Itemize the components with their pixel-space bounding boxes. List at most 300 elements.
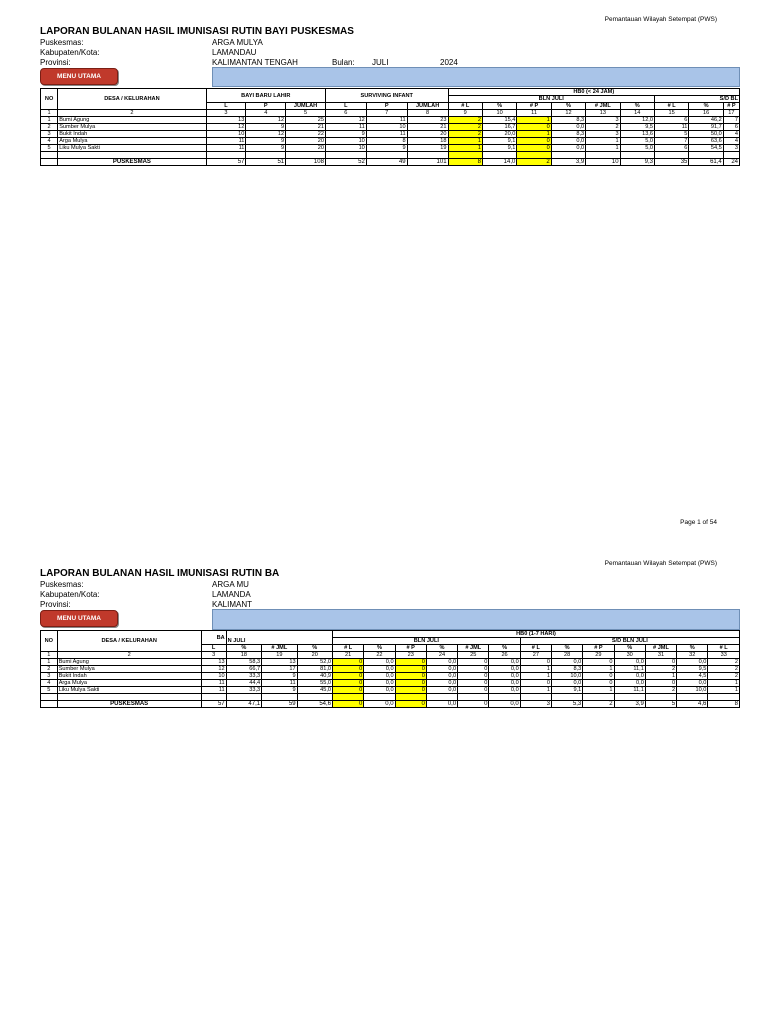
sub-pct: %	[620, 103, 654, 110]
column-number-row	[41, 652, 740, 659]
menu-utama-button[interactable]: MENU UTAMA	[40, 68, 118, 85]
sub-hp: # P	[723, 103, 739, 110]
table-cell: 0	[517, 145, 551, 152]
sub-jumlah: JUMLAH	[407, 103, 448, 110]
table-cell: 4	[723, 131, 739, 138]
table-cell: 1	[586, 138, 620, 145]
table-cell: 0	[395, 680, 426, 687]
provinsi-value: KALIMANT	[212, 600, 253, 609]
table-cell: 0,0	[426, 659, 457, 666]
table-cell: 0,0	[489, 666, 520, 673]
table-cell: 13	[262, 659, 297, 666]
table-cell: 9	[246, 145, 286, 152]
table-cell: 9	[262, 673, 297, 680]
header-blue-bar	[212, 609, 740, 630]
col-number: 13	[586, 110, 620, 117]
report-title: LAPORAN BULANAN HASIL IMUNISASI RUTIN BAYI PUSKESMAS	[40, 26, 354, 37]
table-cell: 7	[723, 117, 739, 124]
table-cell: 1	[583, 687, 614, 694]
table-cell: 2	[645, 666, 676, 673]
table-cell: 2	[586, 124, 620, 131]
table-cell: 0	[333, 701, 364, 708]
col-number: 14	[620, 110, 654, 117]
total-row	[41, 159, 740, 166]
kabupaten-label: Kabupaten/Kota:	[40, 590, 100, 599]
table-cell: 47,1	[226, 701, 261, 708]
table-cell: 11,1	[614, 687, 645, 694]
col-number: 23	[395, 652, 426, 659]
desa-cell: Bukit Indah	[57, 673, 201, 680]
table-cell: 2	[448, 124, 482, 131]
table-cell: 52	[325, 159, 366, 166]
col-bbl-header: BAYI BARU LAHIR	[206, 89, 325, 103]
table-cell: 40,9	[297, 673, 332, 680]
menu-utama-button[interactable]: MENU UTAMA	[40, 610, 118, 627]
kabupaten-value: LAMANDAU	[212, 48, 257, 57]
table-cell: 108	[286, 159, 326, 166]
table-cell: 18	[407, 138, 448, 145]
sub-pct: %	[482, 103, 516, 110]
table-cell: 0,0	[364, 659, 395, 666]
col-number: 26	[489, 652, 520, 659]
table-cell: 8	[366, 138, 407, 145]
table-cell: 19	[407, 145, 448, 152]
table-cell: 0	[395, 666, 426, 673]
no-cell: 1	[41, 117, 58, 124]
table-cell: 17	[262, 666, 297, 673]
no-cell: 3	[41, 673, 58, 680]
table-cell: 9	[325, 131, 366, 138]
table-cell: 1	[448, 145, 482, 152]
table-cell: 23	[407, 117, 448, 124]
sub-hl: # L	[333, 645, 364, 652]
col-number: 25	[458, 652, 489, 659]
provinsi-label: Provinsi:	[40, 600, 71, 609]
table-cell: 2	[708, 659, 740, 666]
table-cell: 0,0	[426, 680, 457, 687]
table-row	[41, 687, 740, 694]
table-body-1	[41, 117, 740, 152]
table-cell: 0	[517, 138, 551, 145]
table-cell: 11	[201, 687, 226, 694]
table-cell: 52,0	[297, 659, 332, 666]
sub-p: P	[366, 103, 407, 110]
table-cell: 9,5	[620, 124, 654, 131]
sub-pct: %	[551, 645, 582, 652]
table-cell: 10	[201, 673, 226, 680]
table-cell: 0,0	[489, 701, 520, 708]
tahun-value: 2024	[440, 58, 458, 67]
table-cell: 0	[458, 659, 489, 666]
table-cell: 33,3	[226, 673, 261, 680]
table-cell: 0	[458, 666, 489, 673]
table-cell: 1	[708, 687, 740, 694]
sub-pct: %	[551, 103, 585, 110]
spacer-row	[41, 694, 740, 701]
table-cell: 9,3	[620, 159, 654, 166]
table-cell: 0	[583, 673, 614, 680]
col-number: 22	[364, 652, 395, 659]
table-cell: 63,6	[689, 138, 723, 145]
table-cell: 8	[448, 159, 482, 166]
table-cell: 3	[520, 701, 551, 708]
col-no-header: NO	[41, 631, 58, 652]
table-cell: 6	[654, 145, 688, 152]
table-cell: 8,3	[551, 117, 585, 124]
immunization-table-2	[40, 630, 740, 708]
col-number: 27	[520, 652, 551, 659]
table-cell: 6	[654, 117, 688, 124]
table-cell: 1	[583, 666, 614, 673]
col-number: 24	[426, 652, 457, 659]
table-cell: 22	[286, 131, 326, 138]
col-number: 29	[583, 652, 614, 659]
col-number: 4	[246, 110, 286, 117]
table-cell: 46,2	[689, 117, 723, 124]
table-cell: 0,0	[614, 680, 645, 687]
col-number: 6	[325, 110, 366, 117]
desa-cell: Arga Mulya	[58, 138, 206, 145]
table-cell: 4,5	[677, 673, 708, 680]
table-cell: 0	[520, 659, 551, 666]
table-body-2	[41, 659, 740, 694]
table-cell: 54,6	[297, 701, 332, 708]
table-cell: 57	[201, 701, 226, 708]
table-row	[41, 673, 740, 680]
no-cell: 2	[41, 666, 58, 673]
table-cell: 13,6	[620, 131, 654, 138]
col-number: 30	[614, 652, 645, 659]
table-cell: 7	[654, 138, 688, 145]
table-cell: 0	[583, 680, 614, 687]
table-cell: 0,0	[551, 680, 582, 687]
col-number: 7	[366, 110, 407, 117]
desa-cell: Bumi Agung	[57, 659, 201, 666]
table-cell: 15,4	[482, 117, 516, 124]
table-cell: 11	[654, 124, 688, 131]
no-cell: 2	[41, 124, 58, 131]
sub-pct: %	[689, 103, 723, 110]
table-cell: 12,0	[620, 117, 654, 124]
table-cell: 50,0	[689, 131, 723, 138]
no-cell: 1	[41, 659, 58, 666]
desa-cell: Liku Mulya Sakti	[57, 687, 201, 694]
sub-p: P	[246, 103, 286, 110]
table-cell: 11	[366, 131, 407, 138]
table-cell: 20,0	[482, 131, 516, 138]
col-number: 10	[482, 110, 516, 117]
col-number: 2	[57, 652, 201, 659]
table-cell: 0,0	[364, 701, 395, 708]
table-cell: 59	[262, 701, 297, 708]
table-cell: 3,9	[614, 701, 645, 708]
table-cell: 0,0	[364, 680, 395, 687]
table-cell: 2	[645, 687, 676, 694]
table-cell: 0,0	[614, 659, 645, 666]
desa-cell: Liku Mulya Sakti	[58, 145, 206, 152]
table-row	[41, 131, 740, 138]
col-number: 3	[206, 110, 246, 117]
puskesmas-label: Puskesmas:	[40, 38, 84, 47]
table-cell: 20	[286, 145, 326, 152]
table-cell: 9	[262, 687, 297, 694]
sub-jml: # JML	[262, 645, 297, 652]
table-cell: 35	[654, 159, 688, 166]
col-number: 33	[708, 652, 740, 659]
pws-caption: Pemantauan Wilayah Setempat (PWS)	[604, 16, 717, 23]
sub-hl: # L	[520, 645, 551, 652]
table-cell: 11,1	[614, 666, 645, 673]
sub-hjml: # JML	[586, 103, 620, 110]
sub-hl: # L	[654, 103, 688, 110]
table-cell: 0,0	[489, 673, 520, 680]
table-row	[41, 138, 740, 145]
total-label: PUSKESMAS	[58, 159, 206, 166]
table-cell: 20	[407, 131, 448, 138]
table-cell: 5	[654, 131, 688, 138]
table-cell: 3,9	[551, 159, 585, 166]
total-label: PUSKESMAS	[57, 701, 201, 708]
table-cell: 1	[520, 687, 551, 694]
table-cell: 9,1	[551, 687, 582, 694]
puskesmas-value: ARGA MULYA	[212, 38, 263, 47]
table-cell: 1	[520, 673, 551, 680]
col-number: 19	[262, 652, 297, 659]
sub-hjml: # JML	[458, 645, 489, 652]
sub-hp: # P	[395, 645, 426, 652]
col-desa-header: DESA / KELURAHAN	[58, 89, 206, 110]
table-cell: 11	[366, 117, 407, 124]
col-number: 18	[226, 652, 261, 659]
table-cell: 1	[708, 680, 740, 687]
col-number: 1	[41, 652, 58, 659]
col-number: 15	[654, 110, 688, 117]
table-cell: 61,4	[689, 159, 723, 166]
table-cell: 11	[206, 145, 246, 152]
bln-juli-header: BLN JULI	[333, 638, 521, 645]
table-cell: 5,3	[551, 701, 582, 708]
table-cell: 11	[206, 138, 246, 145]
table-cell: 1	[520, 666, 551, 673]
page-number: Page 1 of 54	[680, 519, 717, 526]
table-cell: 33,3	[226, 687, 261, 694]
bulan-label: Bulan:	[332, 58, 355, 67]
table-cell: 57	[206, 159, 246, 166]
table-cell: 0	[458, 687, 489, 694]
table-cell: 13	[201, 659, 226, 666]
table-cell: 12	[246, 131, 286, 138]
table-cell: 0,0	[551, 145, 585, 152]
desa-cell: Bukit Indah	[58, 131, 206, 138]
table-cell: 10	[366, 124, 407, 131]
sub-pct: %	[489, 645, 520, 652]
table-cell: 10	[586, 159, 620, 166]
sub-pct: %	[297, 645, 332, 652]
table-cell: 3	[723, 145, 739, 152]
table-cell: 3	[586, 117, 620, 124]
table-cell: 10	[325, 145, 366, 152]
table-cell: 9,1	[482, 145, 516, 152]
table-cell: 12	[201, 666, 226, 673]
col-njuli-header: N JULI	[226, 631, 332, 645]
sub-pct: %	[614, 645, 645, 652]
sub-hp: # P	[517, 103, 551, 110]
sub-hl: # L	[708, 645, 740, 652]
no-cell: 4	[41, 138, 58, 145]
table-cell: 21	[286, 124, 326, 131]
table-cell: 49	[366, 159, 407, 166]
table-cell: 2	[708, 666, 740, 673]
table-cell: 0,0	[614, 673, 645, 680]
table-cell: 1	[448, 138, 482, 145]
table-cell: 10	[325, 138, 366, 145]
col-number: 20	[297, 652, 332, 659]
table-cell: 0	[395, 659, 426, 666]
table-cell: 0	[517, 124, 551, 131]
table-cell: 2	[583, 701, 614, 708]
table-cell: 0	[583, 659, 614, 666]
table-cell: 0	[333, 666, 364, 673]
bln-juli-header: BLN JULI	[448, 96, 654, 103]
table-cell: 9,5	[677, 666, 708, 673]
header-blue-bar	[212, 67, 740, 87]
col-number: 32	[677, 652, 708, 659]
table-cell: 0	[520, 680, 551, 687]
table-cell: 66,7	[226, 666, 261, 673]
sub-l: L	[206, 103, 246, 110]
table-cell: 16,7	[482, 124, 516, 131]
table-cell: 2	[448, 117, 482, 124]
table-cell: 0	[333, 659, 364, 666]
sub-pct: %	[226, 645, 261, 652]
table-cell: 0,0	[551, 138, 585, 145]
table-cell: 0	[395, 673, 426, 680]
no-cell: 5	[41, 687, 58, 694]
table-cell: 1	[645, 673, 676, 680]
table-cell: 25	[286, 117, 326, 124]
table-cell: 9	[246, 124, 286, 131]
table-cell: 2	[708, 673, 740, 680]
sub-pct: %	[426, 645, 457, 652]
sd-bln-header: S/D BLN JULI	[520, 638, 739, 645]
table-cell: 12	[206, 124, 246, 131]
table-cell: 0,0	[489, 680, 520, 687]
col-number: 2	[58, 110, 206, 117]
provinsi-value: KALIMANTAN TENGAH	[212, 58, 298, 67]
kabupaten-value: LAMANDA	[212, 590, 251, 599]
table-cell: 0,0	[677, 659, 708, 666]
table-cell: 0,0	[677, 680, 708, 687]
sub-hjml: # JML	[645, 645, 676, 652]
table-cell: 0	[645, 659, 676, 666]
table-cell: 0,0	[489, 687, 520, 694]
column-number-row	[41, 110, 740, 117]
table-row	[41, 145, 740, 152]
table-cell: 51	[246, 159, 286, 166]
table-cell: 0,0	[426, 666, 457, 673]
table-cell: 101	[407, 159, 448, 166]
table-cell: 9,1	[482, 138, 516, 145]
col-number: 16	[689, 110, 723, 117]
sub-jumlah: JUMLAH	[286, 103, 326, 110]
table-cell: 10	[206, 131, 246, 138]
table-cell: 4,6	[677, 701, 708, 708]
table-cell: 0	[333, 687, 364, 694]
table-cell: 13	[206, 117, 246, 124]
no-cell: 4	[41, 680, 58, 687]
table-cell: 1	[517, 131, 551, 138]
sub-hp: # P	[583, 645, 614, 652]
table-cell: 5,0	[620, 145, 654, 152]
table-cell: 0,0	[426, 687, 457, 694]
table-cell: 11	[201, 680, 226, 687]
col-number: 5	[286, 110, 326, 117]
table-cell: 5,0	[620, 138, 654, 145]
col-number: 3	[201, 652, 226, 659]
table-cell: 9	[246, 138, 286, 145]
col-hb0-header: HB0 (< 24 JAM)	[448, 89, 739, 96]
desa-cell: Sumber Mulya	[58, 124, 206, 131]
table-cell: 8	[708, 701, 740, 708]
bulan-value: JULI	[372, 58, 389, 67]
desa-cell: Arga Mulya	[57, 680, 201, 687]
pws-caption: Pemantauan Wilayah Setempat (PWS)	[604, 560, 717, 567]
no-cell: 3	[41, 131, 58, 138]
table-cell: 0	[395, 701, 426, 708]
table-cell: 1	[517, 117, 551, 124]
col-desa-header: DESA / KELURAHAN	[57, 631, 201, 652]
table-cell: 54,5	[689, 145, 723, 152]
table-cell: 20	[286, 138, 326, 145]
col-si-header: SURVIVING INFANT	[325, 89, 448, 103]
spacer-row	[41, 152, 740, 159]
table-cell: 44,4	[226, 680, 261, 687]
table-cell: 24	[723, 159, 739, 166]
table-row	[41, 680, 740, 687]
sub-l: L	[325, 103, 366, 110]
table-cell: 11	[262, 680, 297, 687]
table-cell: 3	[586, 131, 620, 138]
table-cell: 0	[333, 680, 364, 687]
total-row	[41, 701, 740, 708]
table-cell: 58,3	[226, 659, 261, 666]
table-cell: 8,3	[551, 666, 582, 673]
table-cell: 0	[458, 701, 489, 708]
table-cell: 21	[407, 124, 448, 131]
table-cell: 12	[246, 117, 286, 124]
no-cell: 5	[41, 145, 58, 152]
table-cell: 55,0	[297, 680, 332, 687]
table-cell: 0,0	[426, 673, 457, 680]
report-title: LAPORAN BULANAN HASIL IMUNISASI RUTIN BA	[40, 568, 280, 579]
sub-pct: %	[364, 645, 395, 652]
sd-bln-header: S/D BL	[654, 96, 739, 103]
kabupaten-label: Kabupaten/Kota:	[40, 48, 100, 57]
col-hb0-header: HB0 (1-7 HARI)	[333, 631, 740, 638]
table-cell: 0,0	[364, 666, 395, 673]
table-cell: 2	[448, 131, 482, 138]
table-cell: 0	[458, 680, 489, 687]
table-cell: 10,0	[551, 673, 582, 680]
col-number: 9	[448, 110, 482, 117]
table-cell: 2	[517, 159, 551, 166]
table-cell: 6	[723, 124, 739, 131]
col-ba-header: BA	[201, 631, 226, 645]
table-cell: 45,0	[297, 687, 332, 694]
table-cell: 81,0	[297, 666, 332, 673]
col-no-header: NO	[41, 89, 58, 110]
table-cell: 0	[458, 673, 489, 680]
